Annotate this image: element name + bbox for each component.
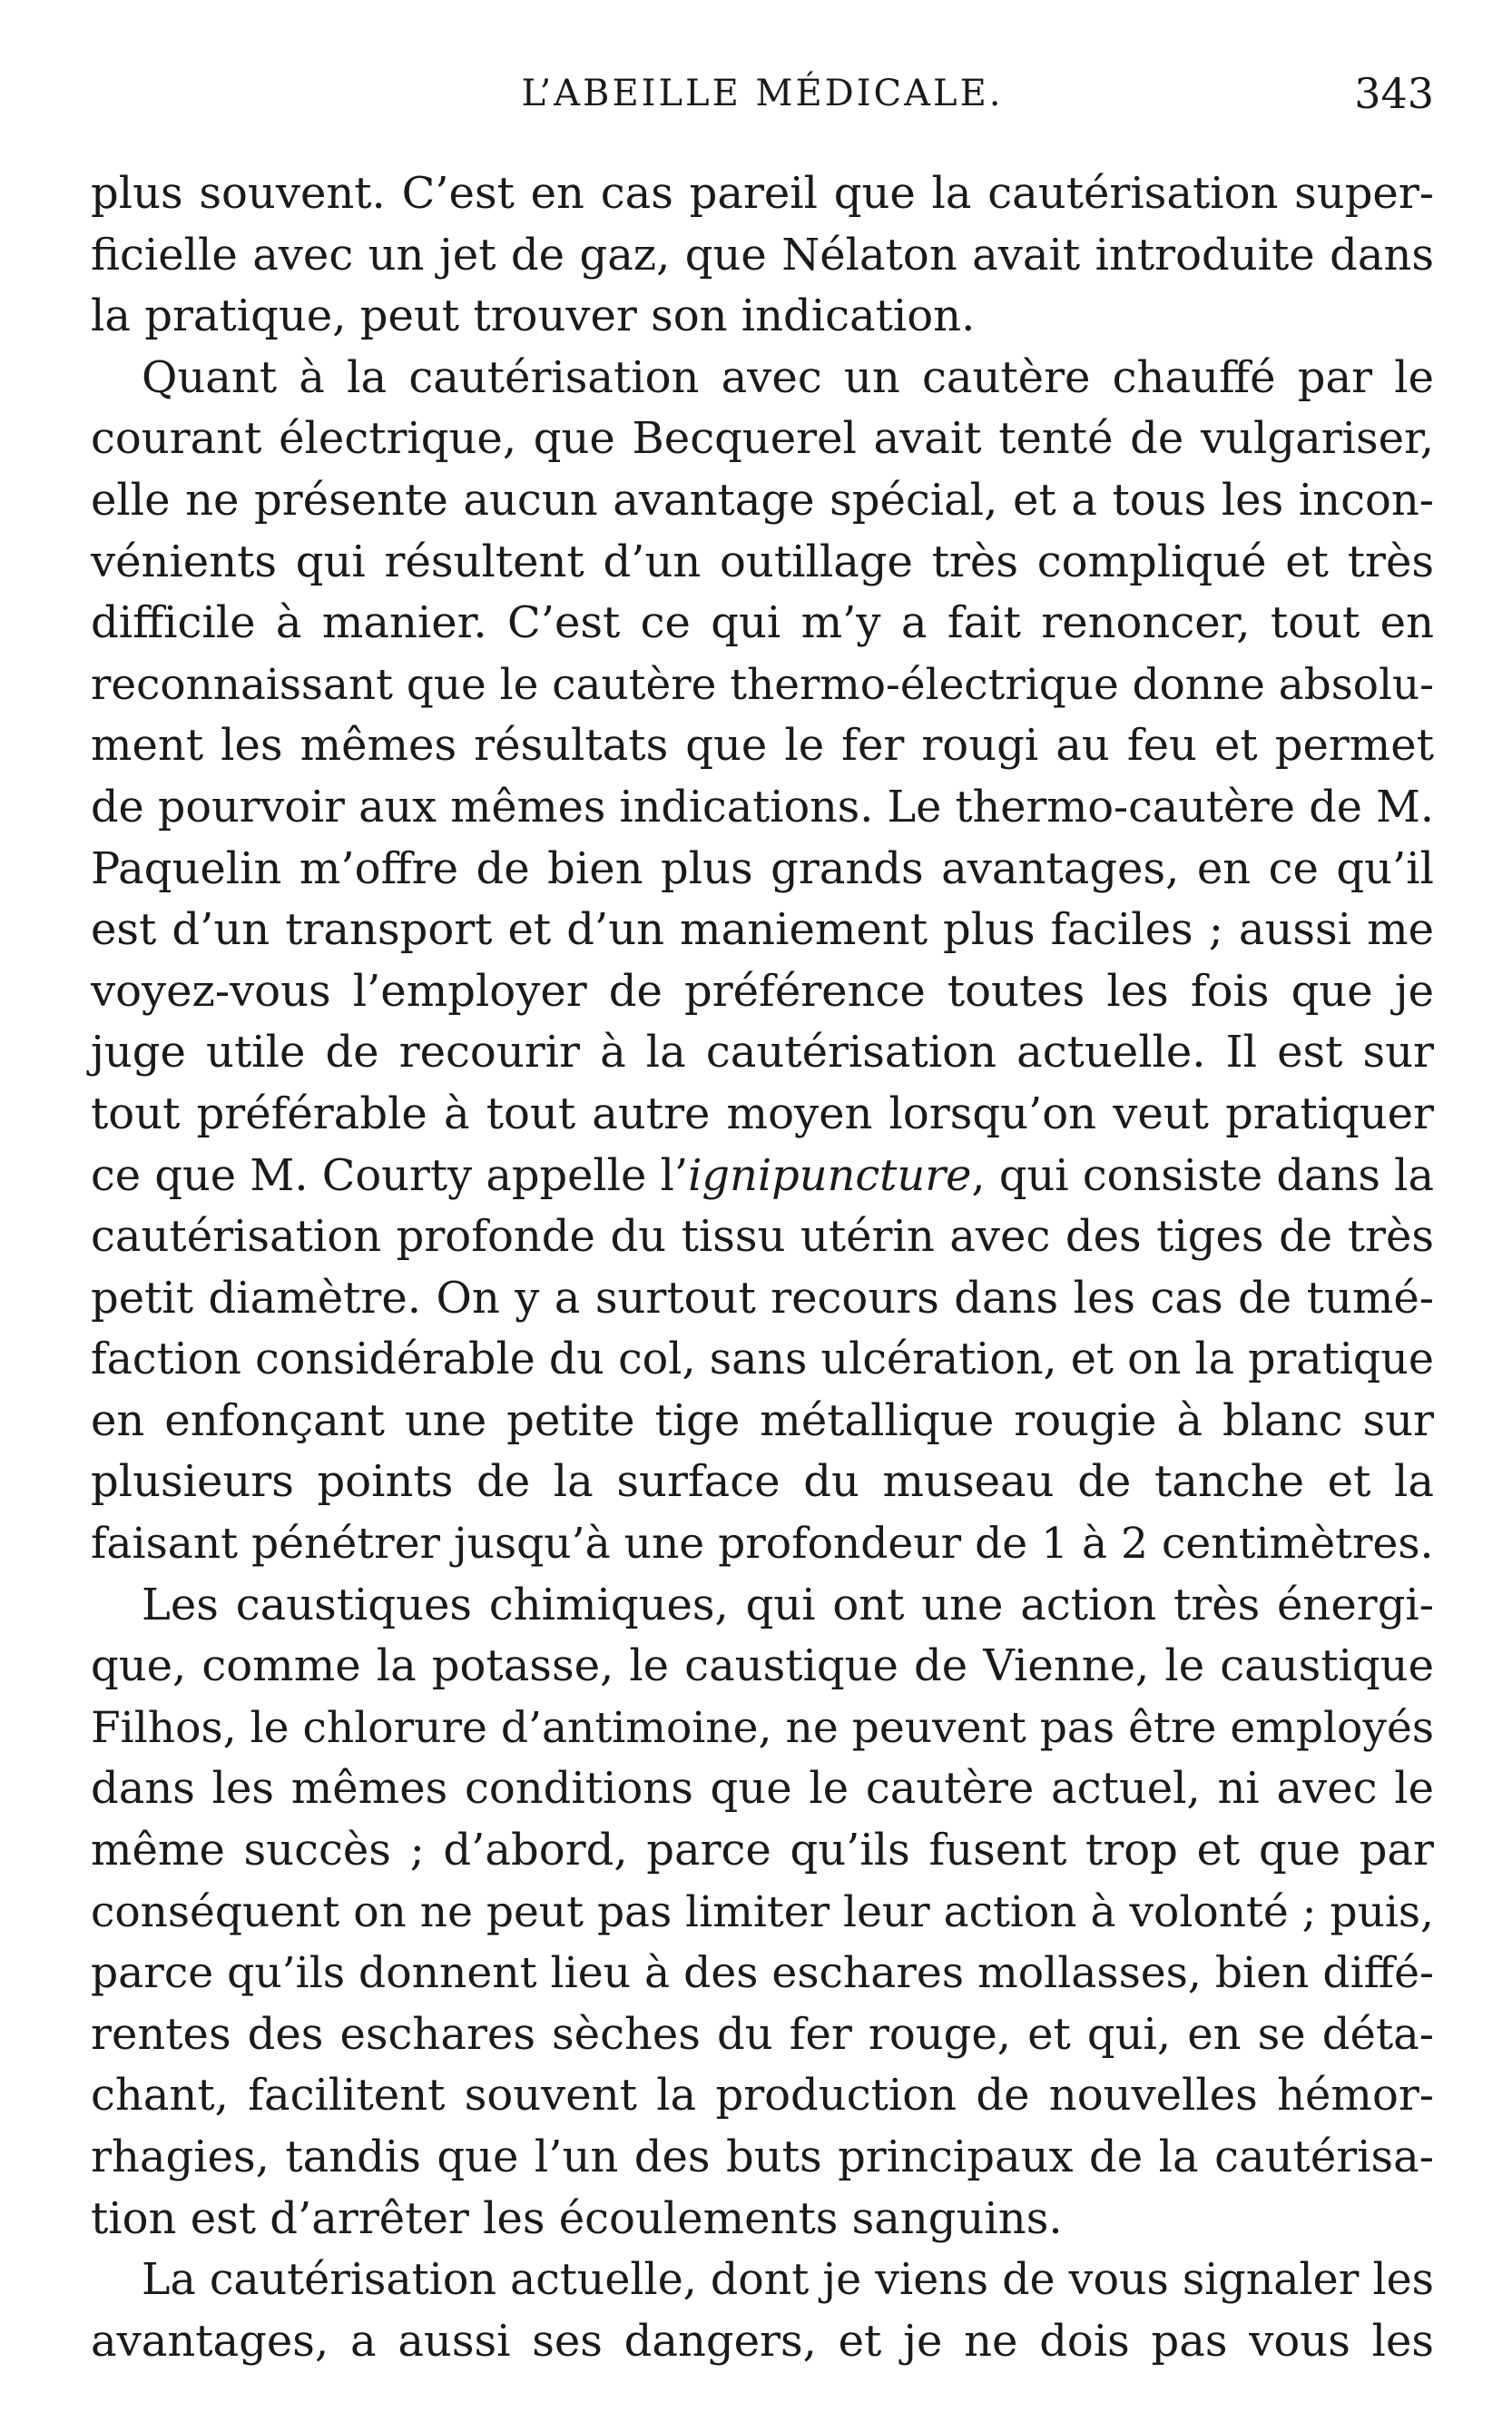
paragraph	[91, 348, 1434, 1575]
text-line: Quant à la cautérisation avec un cautère chauffé par le	[142, 351, 1434, 403]
paragraph	[91, 163, 1434, 348]
body-text	[91, 163, 1434, 2372]
text-line: reconnaissant que le cautère thermo-électrique donne absolu-	[91, 660, 1434, 710]
paragraph	[91, 2250, 1434, 2372]
text-line: faction considérable du col, sans ulcération, et on la pratique	[91, 1334, 1434, 1385]
text-line: juge utile de recourir à la cautérisation actuelle. Il est sur	[91, 1027, 1434, 1078]
text-line: tion est d’arrêter les écoulements sanguins.	[91, 2192, 1063, 2244]
text-line: conséquent on ne peut pas limiter leur action à volonté ; puis,	[91, 1886, 1434, 1937]
text-line: que, comme la potasse, le caustique de Vienne, le caustique	[91, 1640, 1434, 1692]
running-title: L’ABEILLE MÉDICALE.	[521, 73, 1004, 114]
text-line: la pratique, peut trouver son indication.	[91, 290, 976, 342]
text-line: difficile à manier. C’est ce qui m’y a fait renoncer, tout en	[91, 597, 1434, 649]
text-line: voyez-vous l’employer de préférence toutes les fois que je	[91, 965, 1434, 1017]
text-line: elle ne présente aucun avantage spécial, et a tous les incon-	[91, 474, 1434, 526]
text-line: est d’un transport et d’un maniement plus faciles ; aussi me	[91, 904, 1434, 956]
text-line: Filhos, le chlorure d’antimoine, ne peuvent pas être employés	[91, 1702, 1434, 1753]
text-line: avantages, a aussi ses dangers, et je ne dois pas vous les	[91, 2315, 1434, 2367]
text-line: tout préférable à tout autre moyen lorsqu’on veut pratiquer	[91, 1088, 1434, 1139]
text-line: en enfonçant une petite tige métallique rougie à blanc sur	[91, 1394, 1434, 1446]
text-line: chant, facilitent souvent la production de nouvelles hémor-	[91, 2070, 1434, 2122]
text-line: faisant pénétrer jusqu’à une profondeur de 1 à 2 centimètres.	[91, 1519, 1434, 1570]
text-line: vénients qui résultent d’un outillage très compliqué et très	[91, 536, 1434, 587]
text-line: de pourvoir aux mêmes indications. Le thermo-cautère de M.	[91, 782, 1434, 832]
paragraph	[91, 1575, 1434, 2250]
text-line: plusieurs points de la surface du museau de tanche et la	[91, 1456, 1434, 1508]
page-header	[91, 69, 1434, 127]
text-line: dans les mêmes conditions que le cautère actuel, ni avec le	[91, 1763, 1434, 1815]
text-line: plus souvent. C’est en cas pareil que la cautérisation super-	[91, 168, 1434, 219]
page-number: 343	[1354, 69, 1434, 118]
text-line: ce que M. Courty appelle l’ignipuncture, qui consiste dans la	[91, 1150, 1434, 1201]
italic-term: ignipuncture	[688, 1150, 972, 1201]
text-line: parce qu’ils donnent lieu à des eschares mollasses, bien diffé-	[91, 1948, 1434, 1999]
text-line: ficielle avec un jet de gaz, que Nélaton avait introduite dans	[91, 229, 1434, 281]
text-line: Paquelin m’offre de bien plus grands avantages, en ce qu’il	[91, 842, 1434, 894]
text-line: La cautérisation actuelle, dont je viens de vous signaler les	[142, 2255, 1434, 2306]
text-line: cautérisation profonde du tissu utérin avec des tiges de très	[91, 1211, 1434, 1263]
text-line: rhagies, tandis que l’un des buts principaux de la cautérisa-	[91, 2132, 1434, 2182]
text-line: petit diamètre. On y a surtout recours dans les cas de tumé-	[91, 1272, 1434, 1324]
text-line: rentes des eschares sèches du fer rouge, et qui, en se déta-	[91, 2008, 1434, 2060]
text-line: Les caustiques chimiques, qui ont une action très énergi-	[142, 1579, 1434, 1630]
text-line: courant électrique, que Becquerel avait tenté de vulgariser,	[91, 413, 1434, 465]
text-line: ment les mêmes résultats que le fer rougi au feu et permet	[91, 720, 1434, 772]
text-line: même succès ; d’abord, parce qu’ils fusent trop et que par	[91, 1825, 1434, 1876]
